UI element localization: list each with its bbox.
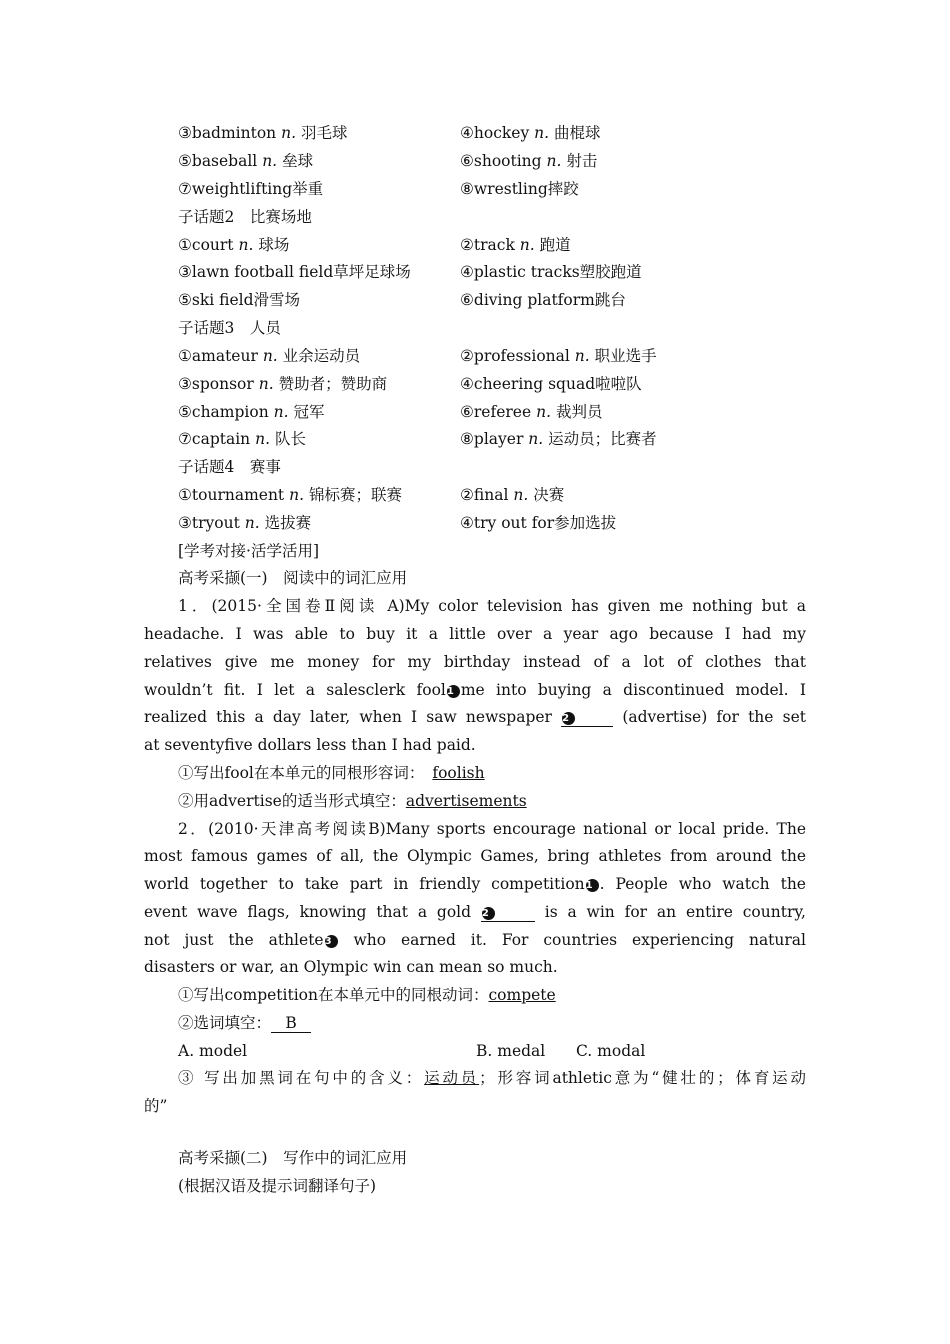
option-b: B. medal — [476, 1042, 546, 1060]
reading-heading: 高考采撷(一) 阅读中的词汇应用 — [178, 569, 408, 587]
q1-sub1: ①写出fool在本单元的同根形容词： foolish — [178, 764, 485, 782]
vocab-item: ③badminton n. 羽毛球 — [178, 124, 348, 142]
q1-sub1-answer: foolish — [432, 764, 485, 782]
q1-sub2-answer: advertisements — [405, 792, 527, 810]
q2-sub3-end: 的” — [144, 1097, 168, 1115]
vocab-item: ①tournament n. 锦标赛；联赛 — [178, 486, 402, 504]
q2-line: event wave flags, knowing that a gold 2 is a win for an entire country, — [144, 903, 806, 921]
vocab-item: ③tryout n. 选拔赛 — [178, 514, 312, 532]
q2-sub2-answer: B — [271, 1014, 311, 1033]
q2-sub3: ③ 写出加黑词在句中的含义：运动员；形容词athletic意为“健壮的；体育运动 — [178, 1069, 807, 1087]
vocab-item: ③sponsor n. 赞助者；赞助商 — [178, 375, 388, 393]
q1-line: realized this a day later, when I saw newspaper 2 (advertise) for the set — [144, 708, 806, 726]
answer-blank[interactable] — [481, 903, 535, 922]
q2-line: most famous games of all, the Olympic Games, bring athletes from around the — [144, 847, 806, 865]
q2-line: not just the athlete3 who earned it. For countries experiencing natural — [144, 931, 806, 949]
writing-heading: 高考采撷(二) 写作中的词汇应用 — [178, 1149, 408, 1167]
vocab-item: ⑦weightlifting举重 — [178, 180, 324, 198]
vocab-item: ④hockey n. 曲棍球 — [460, 124, 601, 142]
marker-3-icon: 3 — [325, 935, 338, 948]
q2-sub1: ①写出competition在本单元中的同根动词：compete — [178, 986, 556, 1004]
subtopic-heading: 子话题4 赛事 — [178, 458, 281, 476]
q1-line: at seventyfive dollars less than I had paid. — [144, 736, 476, 754]
subtopic-heading: 子话题2 比赛场地 — [178, 208, 312, 226]
vocab-item: ⑥diving platform跳台 — [460, 291, 626, 309]
vocab-item: ⑦captain n. 队长 — [178, 430, 306, 448]
writing-instruction: (根据汉语及提示词翻译句子) — [178, 1177, 377, 1195]
vocab-item: ②professional n. 职业选手 — [460, 347, 657, 365]
vocab-item: ④try out for参加选拔 — [460, 514, 617, 532]
option-a: A. model — [178, 1042, 248, 1060]
vocab-item: ②track n. 跑道 — [460, 236, 571, 254]
q2-line: world together to take part in friendly competition1 . People who watch the — [144, 875, 806, 893]
marker-1-icon: 1 — [447, 685, 460, 698]
q1-sub2: ②用advertise的适当形式填空：advertisements — [178, 792, 527, 810]
vocab-item: ⑤champion n. 冠军 — [178, 403, 325, 421]
option-c: C. modal — [576, 1042, 646, 1060]
marker-2-icon: 2 — [562, 712, 575, 725]
vocab-item: ⑤ski field滑雪场 — [178, 291, 301, 309]
vocab-item: ①court n. 球场 — [178, 236, 290, 254]
vocab-item: ①amateur n. 业余运动员 — [178, 347, 361, 365]
answer-blank[interactable] — [561, 708, 613, 727]
marker-1-icon: 1 — [586, 879, 599, 892]
q2-line: 2．(2010·天津高考阅读B)Many sports encourage national or local pride. The — [178, 820, 806, 838]
vocab-item: ⑤baseball n. 垒球 — [178, 152, 314, 170]
q1-line: wouldn’t fit. I let a salesclerk fool1 me into buying a discontinued model. I — [144, 681, 806, 699]
vocab-item: ⑧player n. 运动员；比赛者 — [460, 430, 657, 448]
vocab-item: ③lawn football field草坪足球场 — [178, 263, 411, 281]
q2-sub1-answer: compete — [488, 986, 556, 1004]
subtopic-heading: 子话题3 人员 — [178, 319, 281, 337]
vocab-item: ④cheering squad啦啦队 — [460, 375, 642, 393]
q2-line: disasters or war, an Olympic win can mean so much. — [144, 958, 558, 976]
marker-2-icon: 2 — [482, 907, 495, 920]
q1-line: relatives give me money for my birthday instead of a lot of clothes that — [144, 653, 806, 671]
vocab-item: ②final n. 决赛 — [460, 486, 565, 504]
vocab-item: ⑥referee n. 裁判员 — [460, 403, 603, 421]
vocab-item: ⑥shooting n. 射击 — [460, 152, 598, 170]
vocab-item: ⑧wrestling摔跤 — [460, 180, 579, 198]
q2-sub3-answer: 运动员 — [424, 1069, 480, 1087]
section-bracket-heading: [学考对接·活学活用] — [178, 542, 320, 560]
q1-line: 1．(2015·全国卷Ⅱ阅读 A)My color television has given me nothing but a — [178, 597, 806, 615]
q2-sub2: ②选词填空： B — [178, 1013, 311, 1033]
vocab-item: ④plastic tracks塑胶跑道 — [460, 263, 642, 281]
q1-line: headache. I was able to buy it a little over a year ago because I had my — [144, 625, 806, 643]
